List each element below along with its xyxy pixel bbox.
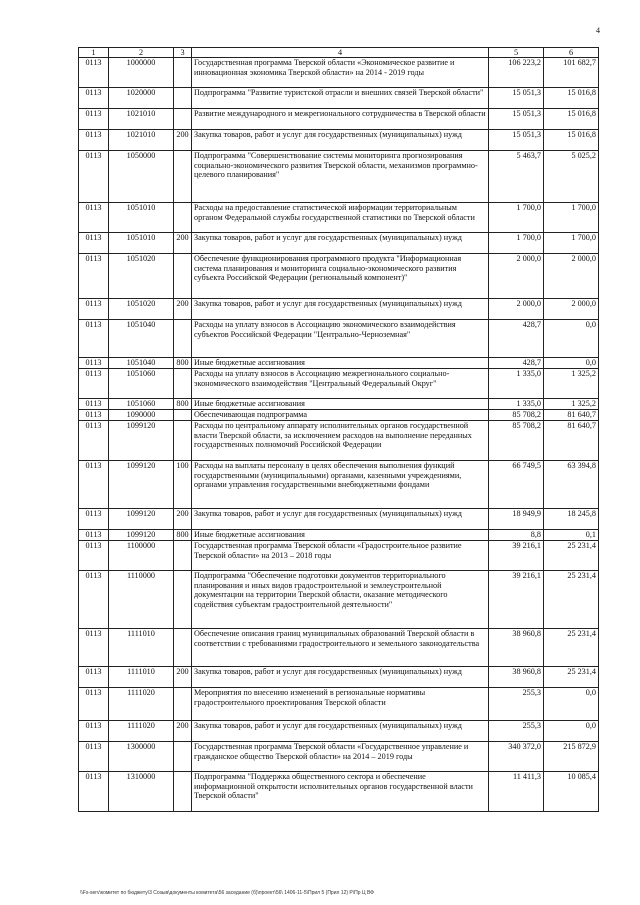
section-code-cell: 0113 [79,399,109,410]
executed-amount-cell: 63 394,8 [544,461,599,509]
expense-type-cell [174,58,192,88]
executed-amount-cell: 0,0 [544,721,599,742]
target-article-cell: 1000000 [109,58,174,88]
target-article-cell: 1021010 [109,130,174,151]
header-cell: 2 [109,48,174,58]
executed-amount-cell: 25 231,4 [544,629,599,667]
description-cell: Расходы по центральному аппарату исполнительных органов государственной власти Тверской области, за исключением расходов на выполнение переданных государственных полномочий Российской Федерации [192,421,489,461]
header-cell: 6 [544,48,599,58]
expense-type-cell: 800 [174,358,192,369]
amount-cell: 1 335,0 [489,369,544,399]
target-article-cell: 1051060 [109,399,174,410]
expense-type-cell: 200 [174,721,192,742]
section-code-cell: 0113 [79,151,109,203]
target-article-cell: 1111020 [109,721,174,742]
section-code-cell: 0113 [79,541,109,571]
amount-cell: 38 960,8 [489,629,544,667]
amount-cell: 428,7 [489,320,544,358]
table-row [79,399,599,410]
expense-type-cell [174,88,192,109]
table-row [79,320,599,358]
expense-type-cell [174,629,192,667]
amount-cell: 15 051,3 [489,109,544,130]
amount-cell: 18 949,9 [489,509,544,530]
amount-cell: 428,7 [489,358,544,369]
header-cell: 4 [192,48,489,58]
executed-amount-cell: 2 000,0 [544,299,599,320]
section-code-cell: 0113 [79,410,109,421]
executed-amount-cell: 15 016,8 [544,88,599,109]
file-path-footer: \\Fs-serv\комитет по бюджету\3 Созыв\документы комитета\56 заседание (б)\проект\56\ 1406-11-5\Прил 5 (Прил 12) Р\Пр Ц ВФ [80,890,374,896]
table-row [79,299,599,320]
amount-cell: 85 708,2 [489,410,544,421]
target-article-cell: 1099120 [109,461,174,509]
executed-amount-cell: 1 325,2 [544,369,599,399]
table-row [79,461,599,509]
executed-amount-cell: 0,0 [544,688,599,721]
description-cell: Иные бюджетные ассигнования [192,358,489,369]
executed-amount-cell: 15 016,8 [544,109,599,130]
section-code-cell: 0113 [79,233,109,254]
expense-type-cell: 200 [174,233,192,254]
executed-amount-cell: 0,0 [544,320,599,358]
amount-cell: 8,8 [489,530,544,541]
amount-cell: 255,3 [489,721,544,742]
executed-amount-cell: 25 231,4 [544,667,599,688]
table-row [79,410,599,421]
target-article-cell: 1099120 [109,421,174,461]
target-article-cell: 1021010 [109,109,174,130]
executed-amount-cell: 5 025,2 [544,151,599,203]
description-cell: Мероприятия по внесению изменений в региональные нормативы градостроительного проектирования Тверской области [192,688,489,721]
description-cell: Государственная программа Тверской области «Государственное управление и гражданское общество Тверской области» на 2014 – 2019 годы [192,742,489,772]
table-row [79,109,599,130]
table-row [79,88,599,109]
description-cell: Подпрограмма "Обеспечение подготовки документов территориального планирования и иных видов градостроительной и землеустроительной документации на территории Тверской области, оказание методического содействия субъектам градостроительной деятельности" [192,571,489,629]
executed-amount-cell: 25 231,4 [544,541,599,571]
section-code-cell: 0113 [79,320,109,358]
section-code-cell: 0113 [79,369,109,399]
table-row [79,772,599,812]
description-cell: Закупка товаров, работ и услуг для государственных (муниципальных) нужд [192,667,489,688]
table-row [79,742,599,772]
section-code-cell: 0113 [79,721,109,742]
description-cell: Подпрограмма "Развитие туристской отрасли и внешних связей Тверской области" [192,88,489,109]
table-row [79,130,599,151]
section-code-cell: 0113 [79,530,109,541]
section-code-cell: 0113 [79,421,109,461]
section-code-cell: 0113 [79,203,109,233]
description-cell: Закупка товаров, работ и услуг для государственных (муниципальных) нужд [192,509,489,530]
executed-amount-cell: 0,0 [544,358,599,369]
section-code-cell: 0113 [79,130,109,151]
section-code-cell: 0113 [79,88,109,109]
table-row [79,629,599,667]
expense-type-cell [174,203,192,233]
expense-type-cell: 200 [174,509,192,530]
target-article-cell: 1111020 [109,688,174,721]
section-code-cell: 0113 [79,772,109,812]
description-cell: Расходы на уплату взносов в Ассоциацию экономического взаимодействия субъектов Российской Федерации "Центрально-Черноземная" [192,320,489,358]
table-row [79,541,599,571]
amount-cell: 15 051,3 [489,130,544,151]
amount-cell: 340 372,0 [489,742,544,772]
expense-type-cell [174,151,192,203]
header-row [79,48,599,58]
amount-cell: 1 700,0 [489,233,544,254]
amount-cell: 5 463,7 [489,151,544,203]
section-code-cell: 0113 [79,688,109,721]
executed-amount-cell: 101 682,7 [544,58,599,88]
expense-type-cell [174,320,192,358]
description-cell: Подпрограмма "Совершенствование системы мониторинга прогнозирования социально-экономического развития Тверской области, механизмов программно- целевого планирования" [192,151,489,203]
expense-type-cell [174,410,192,421]
expense-type-cell: 200 [174,130,192,151]
description-cell: Расходы на уплату взносов в Ассоциацию межрегионального социально-экономического взаимодействия "Центральный Федеральный Округ" [192,369,489,399]
target-article-cell: 1111010 [109,667,174,688]
amount-cell: 255,3 [489,688,544,721]
description-cell: Развитие международного и межрегионального сотрудничества в Тверской области [192,109,489,130]
amount-cell: 11 411,3 [489,772,544,812]
amount-cell: 85 708,2 [489,421,544,461]
description-cell: Расходы на предоставление статистической информации территориальным органом Федеральной службы государственной статистики по Тверской области [192,203,489,233]
expense-type-cell: 800 [174,399,192,410]
table-row [79,58,599,88]
description-cell: Обеспечение функционирования программного продукта "Информационная система планирования и мониторинга социально-экономического развития субъекта Российской Федерации (региональный компонент)" [192,254,489,299]
expense-type-cell [174,109,192,130]
target-article-cell: 1300000 [109,742,174,772]
amount-cell: 66 749,5 [489,461,544,509]
section-code-cell: 0113 [79,571,109,629]
description-cell: Иные бюджетные ассигнования [192,399,489,410]
target-article-cell: 1051040 [109,358,174,369]
table-row [79,530,599,541]
expense-type-cell [174,688,192,721]
target-article-cell: 1310000 [109,772,174,812]
section-code-cell: 0113 [79,509,109,530]
section-code-cell: 0113 [79,358,109,369]
amount-cell: 39 216,1 [489,541,544,571]
target-article-cell: 1051020 [109,299,174,320]
table-row [79,509,599,530]
budget-table [78,47,599,812]
amount-cell: 39 216,1 [489,571,544,629]
expense-type-cell [174,571,192,629]
amount-cell: 15 051,3 [489,88,544,109]
target-article-cell: 1111010 [109,629,174,667]
amount-cell: 38 960,8 [489,667,544,688]
table-row [79,369,599,399]
target-article-cell: 1110000 [109,571,174,629]
description-cell: Подпрограмма "Поддержка общественного сектора и обеспечение информационной открытости исполнительных органов государственной власти Тверской области" [192,772,489,812]
executed-amount-cell: 81 640,7 [544,410,599,421]
target-article-cell: 1020000 [109,88,174,109]
executed-amount-cell: 10 085,4 [544,772,599,812]
executed-amount-cell: 0,1 [544,530,599,541]
target-article-cell: 1100000 [109,541,174,571]
table-row [79,571,599,629]
executed-amount-cell: 1 700,0 [544,203,599,233]
section-code-cell: 0113 [79,461,109,509]
description-cell: Закупка товаров, работ и услуг для государственных (муниципальных) нужд [192,233,489,254]
executed-amount-cell: 2 000,0 [544,254,599,299]
page-number: 4 [596,26,600,35]
target-article-cell: 1051010 [109,203,174,233]
description-cell: Иные бюджетные ассигнования [192,530,489,541]
executed-amount-cell: 1 325,2 [544,399,599,410]
description-cell: Закупка товаров, работ и услуг для государственных (муниципальных) нужд [192,721,489,742]
table-row [79,421,599,461]
amount-cell: 1 700,0 [489,203,544,233]
executed-amount-cell: 15 016,8 [544,130,599,151]
description-cell: Обеспечивающая подпрограмма [192,410,489,421]
expense-type-cell: 200 [174,667,192,688]
target-article-cell: 1051020 [109,254,174,299]
description-cell: Обеспечение описания границ муниципальных образований Тверской области в соответствии с требованиями градостроительного и земельного законодательства [192,629,489,667]
table-row [79,667,599,688]
description-cell: Расходы на выплаты персоналу в целях обеспечения выполнения функций государственными (муниципальными) органами, казенными учреждениями, органами управления государственными внебюджетными фондами [192,461,489,509]
section-code-cell: 0113 [79,58,109,88]
target-article-cell: 1099120 [109,530,174,541]
table-row [79,721,599,742]
description-cell: Государственная программа Тверской области «Градостроительное развитие Тверской области» на 2013 – 2018 годы [192,541,489,571]
table-row [79,203,599,233]
header-cell: 3 [174,48,192,58]
expense-type-cell: 800 [174,530,192,541]
table-row [79,254,599,299]
executed-amount-cell: 25 231,4 [544,571,599,629]
section-code-cell: 0113 [79,667,109,688]
section-code-cell: 0113 [79,109,109,130]
section-code-cell: 0113 [79,629,109,667]
target-article-cell: 1090000 [109,410,174,421]
table-row [79,358,599,369]
section-code-cell: 0113 [79,742,109,772]
description-cell: Закупка товаров, работ и услуг для государственных (муниципальных) нужд [192,130,489,151]
expense-type-cell [174,421,192,461]
executed-amount-cell: 81 640,7 [544,421,599,461]
executed-amount-cell: 215 872,9 [544,742,599,772]
amount-cell: 106 223,2 [489,58,544,88]
target-article-cell: 1051060 [109,369,174,399]
amount-cell: 2 000,0 [489,254,544,299]
expense-type-cell [174,742,192,772]
section-code-cell: 0113 [79,299,109,320]
target-article-cell: 1050000 [109,151,174,203]
amount-cell: 1 335,0 [489,399,544,410]
expense-type-cell [174,772,192,812]
expense-type-cell [174,369,192,399]
table-row [79,233,599,254]
amount-cell: 2 000,0 [489,299,544,320]
executed-amount-cell: 18 245,8 [544,509,599,530]
target-article-cell: 1099120 [109,509,174,530]
header-cell: 1 [79,48,109,58]
expense-type-cell [174,254,192,299]
table-row [79,151,599,203]
table-row [79,688,599,721]
target-article-cell: 1051040 [109,320,174,358]
header-cell: 5 [489,48,544,58]
expense-type-cell: 100 [174,461,192,509]
expense-type-cell [174,541,192,571]
description-cell: Государственная программа Тверской области «Экономическое развитие и инновационная экономика Тверской области» на 2014 - 2019 годы [192,58,489,88]
target-article-cell: 1051010 [109,233,174,254]
section-code-cell: 0113 [79,254,109,299]
expense-type-cell: 200 [174,299,192,320]
executed-amount-cell: 1 700,0 [544,233,599,254]
description-cell: Закупка товаров, работ и услуг для государственных (муниципальных) нужд [192,299,489,320]
